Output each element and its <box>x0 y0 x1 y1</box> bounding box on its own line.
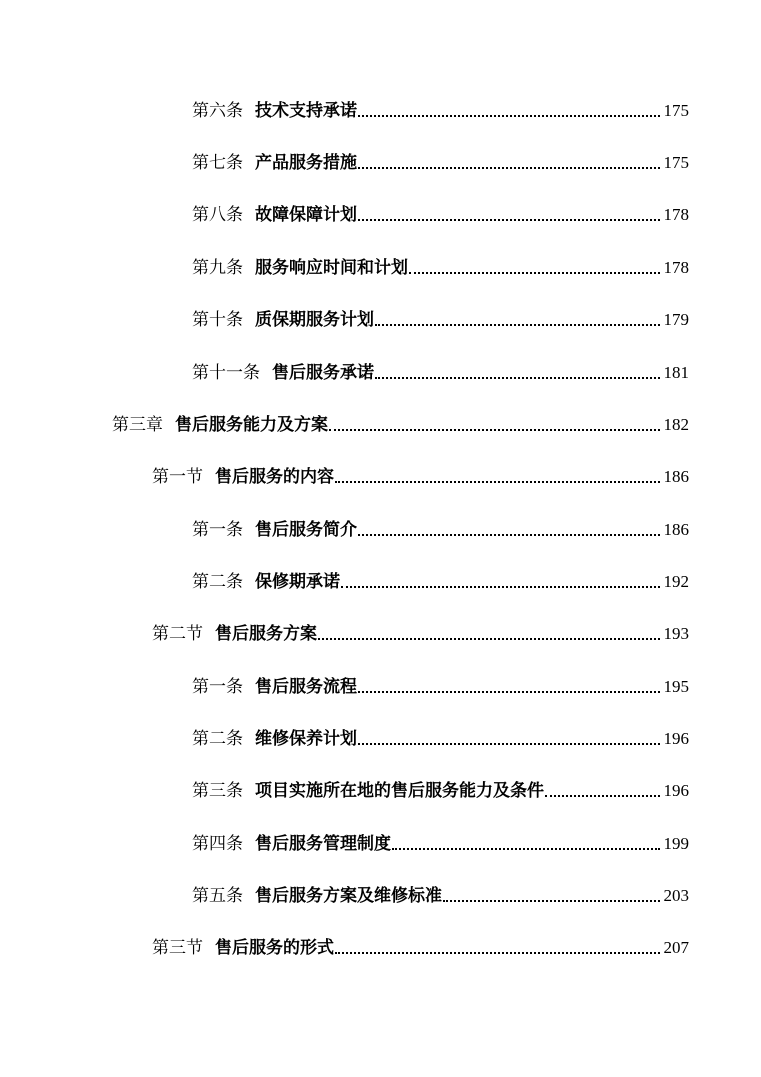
toc-section-entry[interactable] <box>152 464 689 490</box>
dot-leader <box>329 425 660 431</box>
entry-page-number: 186 <box>663 520 689 539</box>
entry-title: 维修保养计划 <box>255 729 357 749</box>
entry-page-number: 181 <box>663 363 689 382</box>
entry-page-number: 182 <box>663 415 689 434</box>
toc-entry[interactable] <box>192 307 689 333</box>
entry-title: 售后服务的内容 <box>215 467 334 487</box>
dot-leader <box>358 111 660 117</box>
entry-title: 售后服务简介 <box>255 520 357 540</box>
entry-title: 售后服务方案 <box>215 624 317 644</box>
toc-entry[interactable] <box>192 150 689 176</box>
entry-number: 第一条 <box>192 520 243 540</box>
dot-leader <box>443 896 660 902</box>
toc-entry[interactable] <box>192 517 689 543</box>
entry-number: 第二条 <box>192 729 243 749</box>
entry-number: 第二条 <box>192 572 243 592</box>
toc-entry[interactable] <box>192 674 689 700</box>
entry-page-number: 178 <box>663 258 689 277</box>
entry-number: 第一节 <box>152 467 203 487</box>
entry-page-number: 175 <box>663 153 689 172</box>
toc-section-entry[interactable] <box>152 621 689 647</box>
entry-page-number: 193 <box>663 624 689 643</box>
toc-section-entry[interactable] <box>152 935 689 961</box>
entry-title: 项目实施所在地的售后服务能力及条件 <box>255 781 544 801</box>
entry-title: 产品服务措施 <box>255 153 357 173</box>
entry-number: 第十一条 <box>192 363 260 383</box>
dot-leader <box>358 739 660 745</box>
dot-leader <box>318 634 660 640</box>
toc-entry[interactable] <box>192 569 689 595</box>
entry-title: 故障保障计划 <box>255 205 357 225</box>
toc-entry[interactable] <box>192 255 689 281</box>
entry-title: 技术支持承诺 <box>255 101 357 121</box>
entry-number: 第二节 <box>152 624 203 644</box>
entry-title: 质保期服务计划 <box>255 310 374 330</box>
entry-page-number: 186 <box>663 467 689 486</box>
dot-leader <box>335 477 660 483</box>
toc-entry[interactable] <box>192 778 689 804</box>
entry-page-number: 178 <box>663 205 689 224</box>
dot-leader <box>375 320 660 326</box>
toc-entry[interactable] <box>192 98 689 124</box>
entry-page-number: 179 <box>663 310 689 329</box>
entry-title: 售后服务流程 <box>255 677 357 697</box>
entry-number: 第十条 <box>192 310 243 330</box>
toc-entry[interactable] <box>192 883 689 909</box>
toc-entry[interactable] <box>192 831 689 857</box>
entry-page-number: 199 <box>663 834 689 853</box>
dot-leader <box>545 791 660 797</box>
entry-page-number: 196 <box>663 729 689 748</box>
entry-page-number: 196 <box>663 781 689 800</box>
dot-leader <box>341 582 660 588</box>
entry-page-number: 195 <box>663 677 689 696</box>
toc-chapter-entry[interactable] <box>112 412 689 438</box>
entry-page-number: 175 <box>663 101 689 120</box>
entry-title: 售后服务的形式 <box>215 938 334 958</box>
entry-title: 售后服务能力及方案 <box>175 415 328 435</box>
entry-number: 第七条 <box>192 153 243 173</box>
dot-leader <box>375 373 660 379</box>
entry-number: 第六条 <box>192 101 243 121</box>
entry-number: 第三条 <box>192 781 243 801</box>
dot-leader <box>358 163 660 169</box>
toc-entry[interactable] <box>192 726 689 752</box>
dot-leader <box>409 268 660 274</box>
toc-entry[interactable] <box>192 360 689 386</box>
entry-page-number: 192 <box>663 572 689 591</box>
dot-leader <box>358 687 660 693</box>
dot-leader <box>392 844 660 850</box>
entry-page-number: 203 <box>663 886 689 905</box>
dot-leader <box>335 948 660 954</box>
toc-entry[interactable] <box>192 202 689 228</box>
entry-number: 第五条 <box>192 886 243 906</box>
entry-number: 第四条 <box>192 834 243 854</box>
entry-number: 第三章 <box>112 415 163 435</box>
dot-leader <box>358 530 660 536</box>
entry-title: 保修期承诺 <box>255 572 340 592</box>
entry-title: 售后服务方案及维修标准 <box>255 886 442 906</box>
entry-number: 第三节 <box>152 938 203 958</box>
entry-number: 第九条 <box>192 258 243 278</box>
entry-number: 第八条 <box>192 205 243 225</box>
entry-title: 售后服务承诺 <box>272 363 374 383</box>
entry-number: 第一条 <box>192 677 243 697</box>
entry-title: 售后服务管理制度 <box>255 834 391 854</box>
entry-title: 服务响应时间和计划 <box>255 258 408 278</box>
dot-leader <box>358 215 660 221</box>
entry-page-number: 207 <box>663 938 689 957</box>
